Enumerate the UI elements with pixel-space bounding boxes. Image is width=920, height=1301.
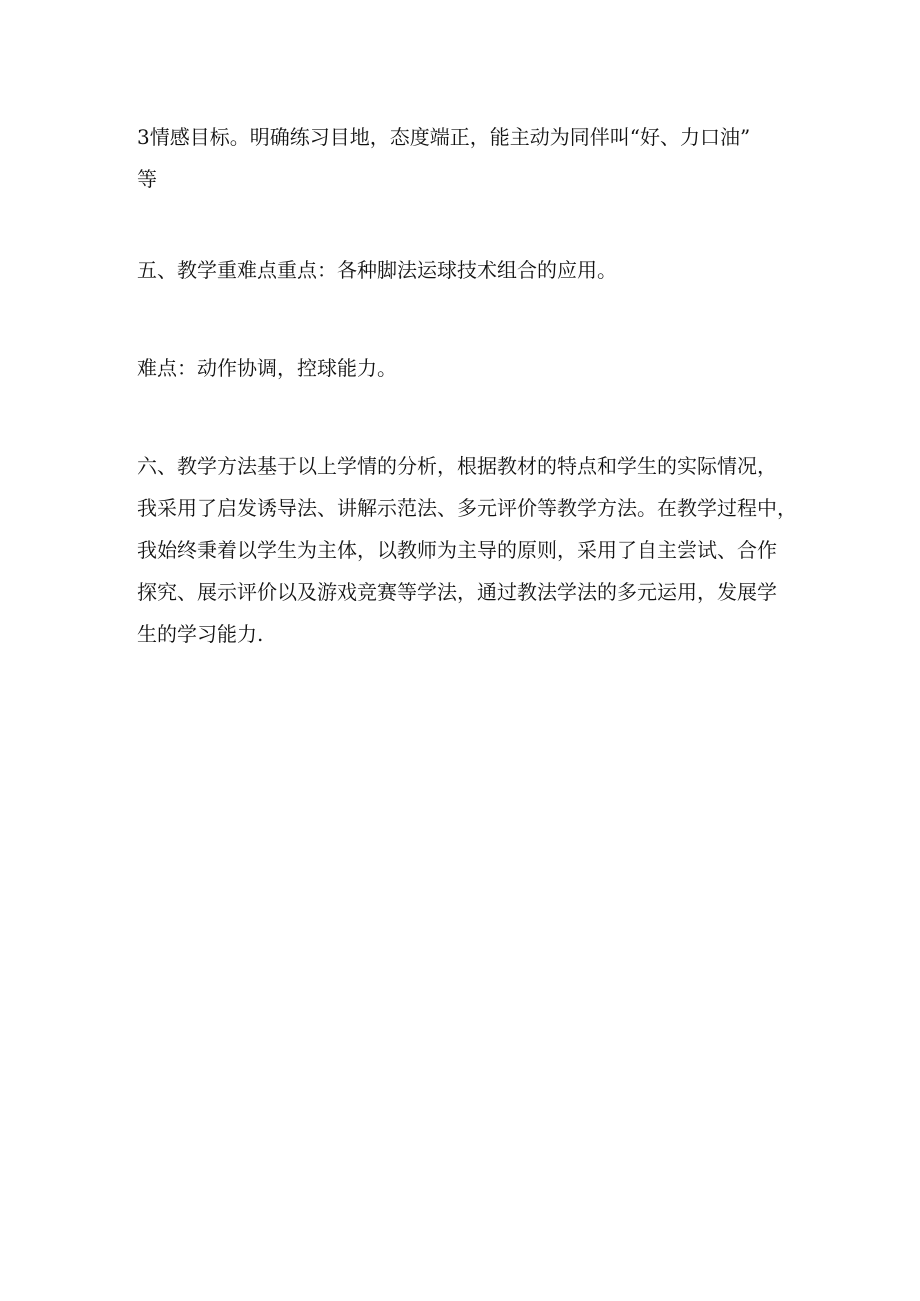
- paragraph-key-points: [137, 249, 797, 291]
- text-line: 探究、展示评价以及游戏竞赛等学法，通过教法学法的多元运用，发展学: [137, 580, 777, 604]
- paragraph-difficulties: [137, 347, 797, 389]
- text-line: 3情感目标。明确练习目地，态度端正，能主动为同伴叫“好、力口油”: [137, 125, 751, 149]
- paragraph-emotional-goal: [137, 116, 797, 200]
- text-line: 生的学习能力.: [137, 622, 264, 646]
- paragraph-teaching-methods: [137, 445, 797, 655]
- text-line: 我采用了启发诱导法、讲解示范法、多元评价等教学方法。在教学过程中，: [137, 496, 797, 520]
- text-line: 我始终秉着以学生为主体，以教师为主导的原则，采用了自主尝试、合作: [137, 538, 777, 562]
- text-line: 难点：动作协调，控球能力。: [137, 356, 397, 380]
- text-line: 六、教学方法基于以上学情的分析，根据教材的特点和学生的实际情况，: [137, 454, 777, 478]
- text-line: 等: [137, 167, 157, 191]
- text-line: 五、教学重难点重点：各种脚法运球技术组合的应用。: [137, 258, 617, 282]
